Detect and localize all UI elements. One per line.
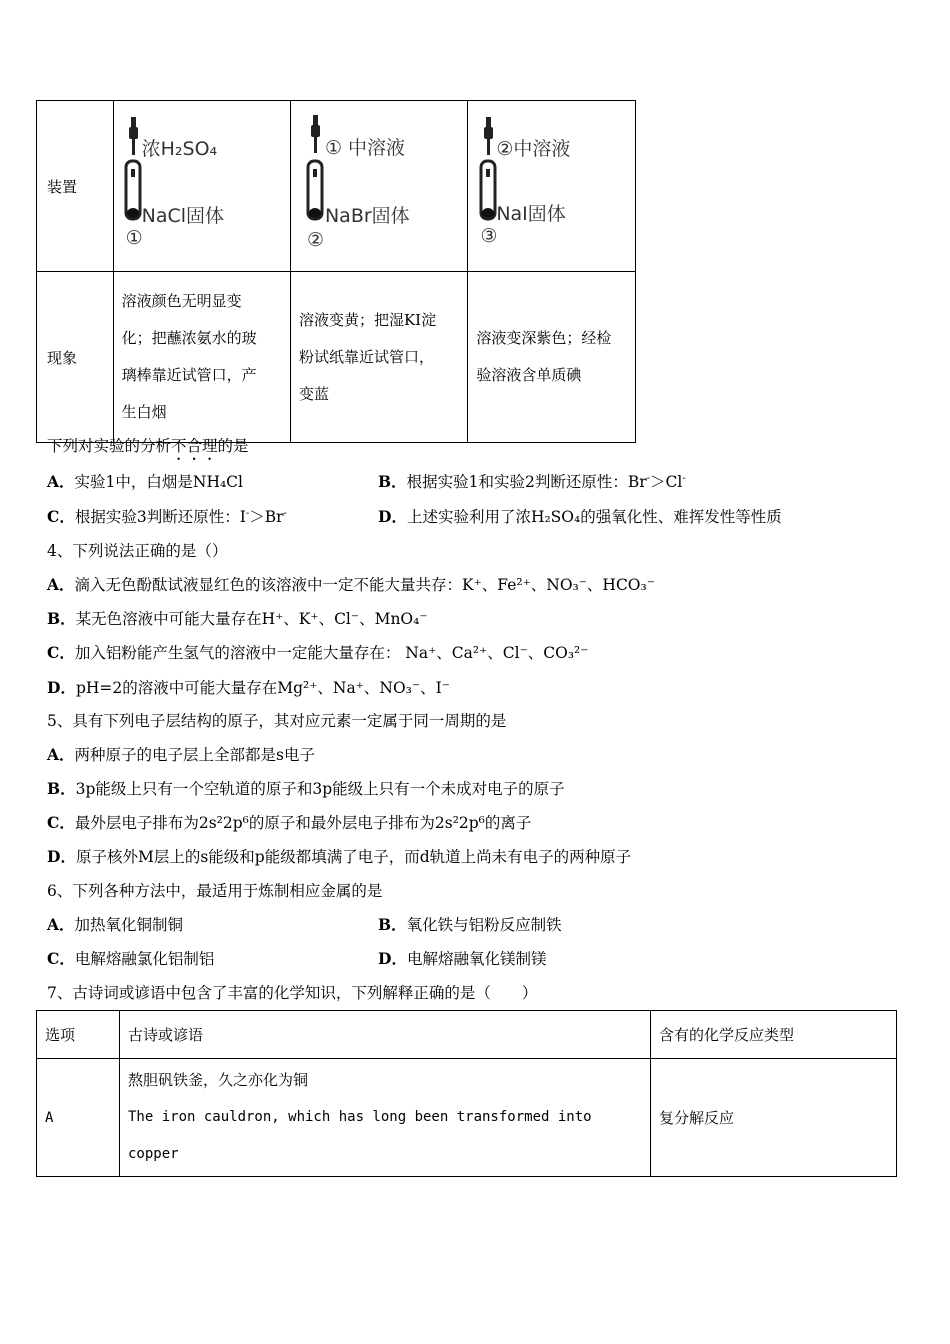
q7-table <box>36 1010 897 1177</box>
q6-option-b: B．氧化铁与铝粉反应制铁 <box>378 915 562 934</box>
text-line: 溶液变黄；把湿KI淀 <box>298 310 437 329</box>
q7-header-option: 选项 <box>37 1011 120 1059</box>
text-line: 溶液颜色无明显变 <box>121 292 242 310</box>
q4-option-a: A．滴入无色酚酞试液显红色的该溶液中一定不能大量共存：K⁺、Fe²⁺、NO₃⁻、HCO₃⁻ <box>47 575 655 594</box>
poem-text: 熬胆矾铁釜，久之亦化为铜 <box>128 1071 309 1089</box>
q7-row-type: 复分解反应 <box>651 1059 897 1177</box>
dropper-label: ②中溶液 <box>496 138 571 160</box>
text-line: 变蓝 <box>298 384 329 403</box>
text-line: 粉试纸靠近试管口， <box>298 347 434 366</box>
dropper-label: 浓H₂SO₄ <box>141 138 218 160</box>
row-header-apparatus: 装置 <box>37 101 114 272</box>
poem-translation: copper <box>128 1146 179 1162</box>
text-line: 璃棒靠近试管口，产 <box>121 366 257 384</box>
text-line: 溶液变深紫色；经检 <box>476 329 612 347</box>
q5-option-a: A．两种原子的电子层上全部都是s电子 <box>47 745 315 764</box>
phenomenon-cell-2 <box>290 272 467 443</box>
apparatus-cell-1 <box>113 101 290 272</box>
q3-option-b: B．根据实验1和实验2判断还原性：Br-＞Cl- <box>378 472 686 491</box>
text-line: 验溶液含单质碘 <box>476 366 582 384</box>
q7-stem: 7、古诗词或谚语中包含了丰富的化学知识，下列解释正确的是（ ） <box>47 984 538 1002</box>
q5-stem: 5、具有下列电子层结构的原子，其对应元素一定属于同一周期的是 <box>47 712 507 730</box>
text-line: 生白烟 <box>121 403 167 421</box>
q4-option-b: B．某无色溶液中可能大量存在H⁺、K⁺、Cl⁻、MnO₄⁻ <box>47 609 428 628</box>
q3-stem: 下列对实验的分析不合理的是 <box>47 437 249 455</box>
q3-option-a: A．实验1中，白烟是NH₄Cl <box>47 472 244 491</box>
apparatus-cell-2 <box>290 101 467 272</box>
apparatus-number: ③ <box>480 225 498 247</box>
q6-option-c: C．电解熔融氯化铝制铝 <box>47 949 215 968</box>
solid-label: NaCl固体 <box>141 205 225 227</box>
q4-option-d: D．pH=2的溶液中可能大量存在Mg²⁺、Na⁺、NO₃⁻、I⁻ <box>47 678 450 697</box>
solid-label: NaI固体 <box>496 203 566 225</box>
q3-option-d: D．上述实验利用了浓H₂SO₄的强氧化性、难挥发性等性质 <box>378 507 782 526</box>
poem-translation: The iron cauldron, which has long been transformed into <box>128 1109 592 1125</box>
q5-option-c: C．最外层电子排布为2s²2p⁶的原子和最外层电子排布为2s²2p⁶的离子 <box>47 813 532 832</box>
q7-row-option: A <box>37 1059 120 1177</box>
apparatus-cell-3 <box>468 101 636 272</box>
q6-stem: 6、下列各种方法中，最适用于炼制相应金属的是 <box>47 882 383 900</box>
row-header-phenomenon: 现象 <box>37 272 114 443</box>
phenomenon-cell-3 <box>468 272 636 443</box>
q5-option-b: B．3p能级上只有一个空轨道的原子和3p能级上只有一个未成对电子的原子 <box>47 779 565 798</box>
q3-option-c: C．根据实验3判断还原性：I-＞Br- <box>47 507 287 526</box>
text-line: 化；把蘸浓氨水的玻 <box>121 329 257 347</box>
q4-stem: 4、下列说法正确的是（） <box>47 542 228 560</box>
q7-header-type: 含有的化学反应类型 <box>651 1011 897 1059</box>
emphasis-dotted: 不合理 <box>171 437 218 455</box>
q7-row-poem <box>120 1059 651 1177</box>
q4-option-c: C．加入铝粉能产生氢气的溶液中一定能大量存在： Na⁺、Ca²⁺、Cl⁻、CO₃²⁻ <box>47 643 589 662</box>
q5-option-d: D．原子核外M层上的s能级和p能级都填满了电子，而d轨道上尚未有电子的两种原子 <box>47 847 632 866</box>
experiment-table <box>36 100 636 443</box>
solid-label: NaBr固体 <box>324 205 410 227</box>
q7-header-poem: 古诗或谚语 <box>120 1011 651 1059</box>
phenomenon-cell-1 <box>113 272 290 443</box>
apparatus-number: ② <box>306 229 325 251</box>
q6-option-d: D．电解熔融氧化镁制镁 <box>378 949 547 968</box>
dropper-label: ① 中溶液 <box>324 137 406 159</box>
apparatus-number: ① <box>125 227 143 249</box>
q6-option-a: A．加热氧化铜制铜 <box>47 915 184 934</box>
